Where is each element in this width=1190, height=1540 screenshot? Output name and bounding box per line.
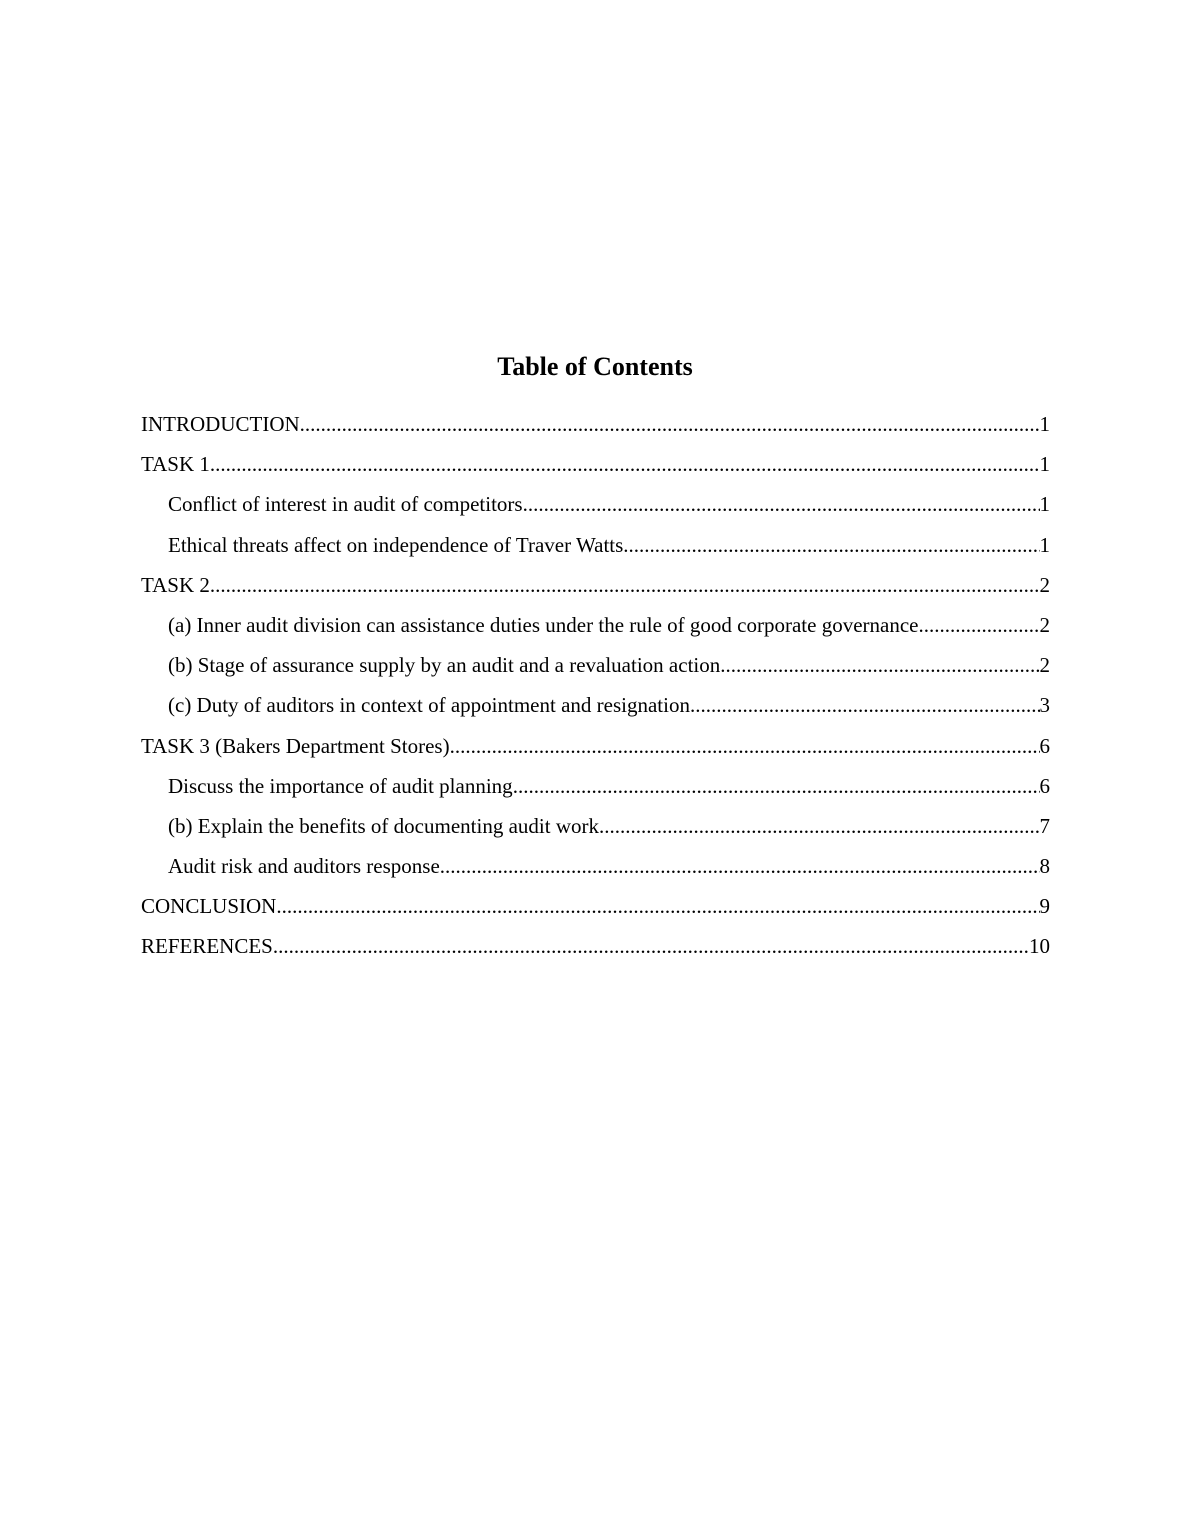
dot-leader [273, 931, 1029, 961]
toc-entry-label: REFERENCES [141, 934, 273, 959]
toc-entry-page: 2 [1039, 612, 1050, 637]
toc-entry-label: Conflict of interest in audit of competitors [168, 492, 523, 517]
toc-entry-conclusion[interactable] [141, 891, 1050, 931]
dot-leader [599, 811, 1040, 841]
toc-entry-label: TASK 3 (Bakers Department Stores) [141, 733, 450, 758]
toc-entry-page: 2 [1039, 572, 1050, 597]
toc-entry-audit-risk[interactable] [141, 851, 1050, 891]
toc-entry-label: (c) Duty of auditors in context of appointment and resignation [168, 693, 690, 718]
toc-entry-label: TASK 2 [141, 572, 210, 597]
toc-entry-duty-of-auditors[interactable] [141, 690, 1050, 730]
toc-entry-page: 6 [1039, 733, 1050, 758]
dot-leader [210, 570, 1040, 600]
toc-entry-conflict-of-interest[interactable] [141, 489, 1050, 529]
toc-entry-page: 1 [1039, 492, 1050, 517]
dot-leader [440, 851, 1040, 881]
toc-entry-label: (a) Inner audit division can assistance duties under the rule of good corporate governance [168, 612, 919, 637]
toc-entry-ethical-threats[interactable] [141, 530, 1050, 570]
dot-leader [276, 891, 1039, 921]
toc-entry-task-2[interactable] [141, 570, 1050, 610]
toc-entry-stage-of-assurance[interactable] [141, 650, 1050, 690]
toc-entry-label: CONCLUSION [141, 894, 277, 919]
toc-entry-page: 10 [1029, 934, 1050, 959]
toc-entry-label: Ethical threats affect on independence of Traver Watts [168, 532, 624, 557]
toc-entry-audit-planning[interactable] [141, 771, 1050, 811]
toc-entry-label: Audit risk and auditors response [168, 854, 440, 879]
toc-entry-inner-audit-division[interactable] [141, 610, 1050, 650]
toc-entry-label: (b) Explain the benefits of documenting audit work [168, 813, 599, 838]
table-of-contents [141, 409, 1050, 972]
dot-leader [450, 731, 1040, 761]
toc-entry-page: 8 [1039, 854, 1050, 879]
toc-entry-page: 3 [1039, 693, 1050, 718]
toc-entry-task-1[interactable] [141, 449, 1050, 489]
toc-entry-page: 6 [1039, 773, 1050, 798]
toc-entry-task-3[interactable] [141, 731, 1050, 771]
toc-entry-page: 9 [1039, 894, 1050, 919]
toc-entry-label: (b) Stage of assurance supply by an audit and a revaluation action [168, 653, 721, 678]
toc-title: Table of Contents [497, 352, 693, 381]
toc-entry-label: Discuss the importance of audit planning [168, 773, 513, 798]
toc-entry-page: 1 [1039, 532, 1050, 557]
toc-entry-label: INTRODUCTION [141, 412, 300, 436]
toc-entry-introduction[interactable] [141, 409, 1050, 449]
dot-leader [523, 489, 1040, 519]
toc-entry-page: 1 [1039, 452, 1050, 477]
dot-leader [918, 610, 1039, 640]
dot-leader [513, 771, 1040, 801]
dot-leader [300, 409, 1040, 439]
dot-leader [690, 690, 1040, 720]
dot-leader [210, 449, 1040, 479]
toc-entry-page: 2 [1039, 653, 1050, 678]
dot-leader [623, 530, 1039, 560]
dot-leader [720, 650, 1039, 680]
toc-entry-label: TASK 1 [141, 452, 210, 477]
toc-entry-page: 7 [1039, 813, 1050, 838]
toc-entry-references[interactable] [141, 931, 1050, 971]
toc-entry-page: 1 [1039, 412, 1050, 436]
toc-entry-documenting-audit-work[interactable] [141, 811, 1050, 851]
